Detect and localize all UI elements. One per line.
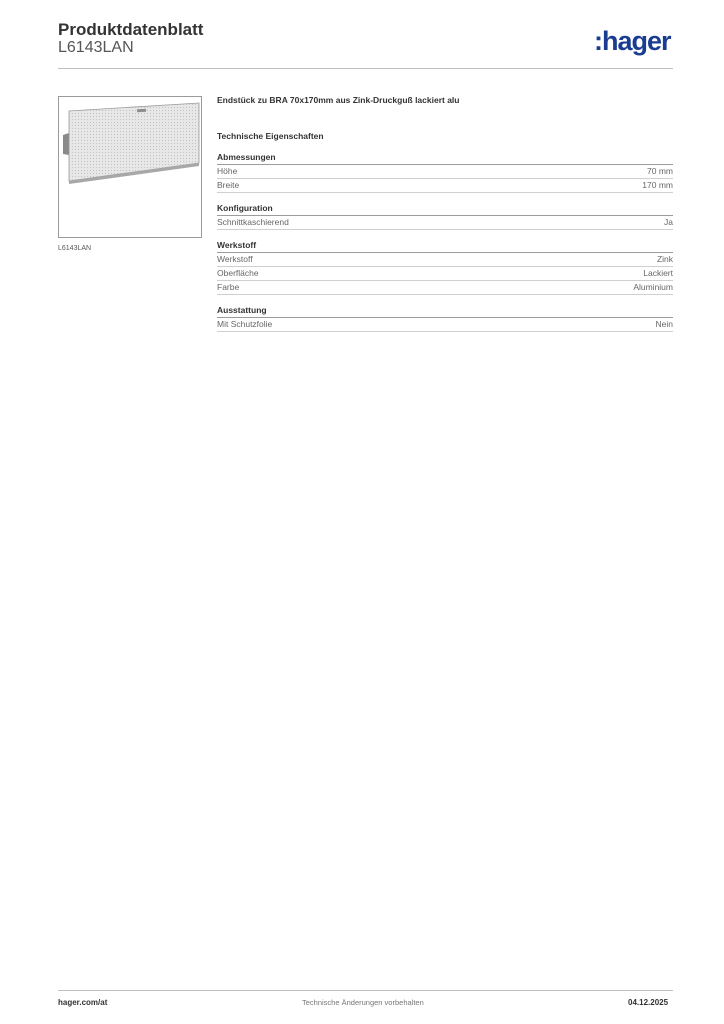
footer-note: Technische Änderungen vorbehalten (302, 998, 424, 1007)
spec-label: Höhe (217, 166, 238, 176)
product-photo-icon (59, 97, 201, 237)
spec-value: Nein (655, 319, 673, 329)
footer-divider (58, 990, 673, 991)
spec-value: 70 mm (647, 166, 673, 176)
spec-group-title: Ausstattung (217, 304, 673, 318)
spec-value: Ja (664, 217, 673, 227)
spec-value: 170 mm (642, 180, 673, 190)
spec-group-werkstoff (217, 239, 673, 295)
spec-label: Oberfläche (217, 268, 259, 278)
spec-row (217, 253, 673, 267)
spec-group-title: Werkstoff (217, 239, 673, 253)
spec-row (217, 216, 673, 230)
spec-row (217, 165, 673, 179)
product-number: L6143LAN (58, 39, 134, 56)
product-image-frame (58, 96, 202, 238)
product-description: Endstück zu BRA 70x170mm aus Zink-Druckguß lackiert alu (217, 95, 460, 105)
spec-label: Breite (217, 180, 240, 190)
spec-group-abmessungen (217, 151, 673, 193)
spec-group-konfiguration (217, 202, 673, 230)
spec-label: Schnittkaschierend (217, 217, 289, 227)
spec-row (217, 318, 673, 332)
footer-website-link[interactable]: hager.com/at (58, 998, 108, 1007)
page-title: Produktdatenblatt (58, 20, 204, 39)
spec-label: Werkstoff (217, 254, 253, 264)
footer-date: 04.12.2025 (628, 998, 669, 1007)
hager-logo: :hager (594, 26, 671, 56)
spec-group-title: Konfiguration (217, 202, 673, 216)
content-column (217, 95, 673, 341)
spec-label: Mit Schutzfolie (217, 319, 273, 329)
header-divider (58, 68, 673, 69)
spec-value: Aluminium (633, 282, 673, 292)
spec-row (217, 179, 673, 193)
specs-heading: Technische Eigenschaften (217, 131, 324, 141)
spec-value: Lackiert (643, 268, 673, 278)
spec-value: Zink (656, 254, 673, 264)
spec-group-title: Abmessungen (217, 151, 673, 165)
spec-group-ausstattung (217, 304, 673, 332)
spec-row (217, 281, 673, 295)
spec-label: Farbe (217, 282, 240, 292)
image-caption: L6143LAN (58, 245, 92, 252)
spec-row (217, 267, 673, 281)
